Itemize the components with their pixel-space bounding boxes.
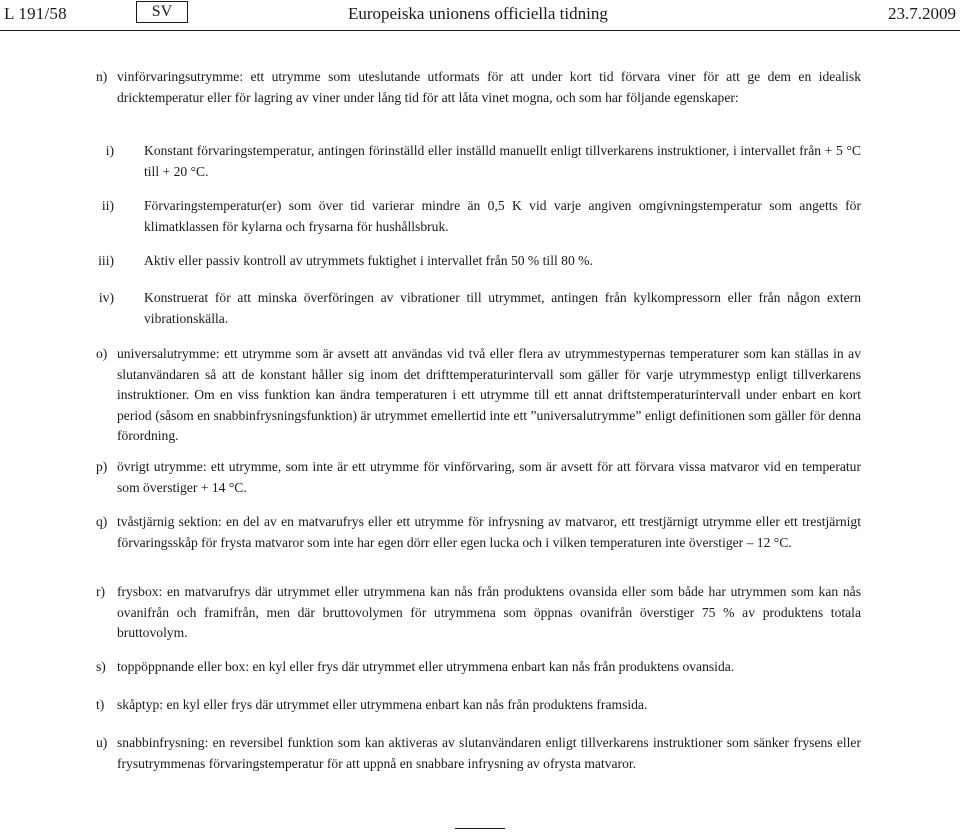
sub-item-label: iv) [98,290,114,305]
item-text: toppöppnande eller box: en kyl eller frys där utrymmet eller utrymmena enbart kan nås från produktens ovansida. [117,659,735,674]
item-label: n) [96,69,108,84]
sub-item-text: Konstant förvaringstemperatur, antingen förinställd eller inställd manuellt enligt tillverkarens instruktioner, i intervallet från + 5 °C till + 20 °C. [144,143,861,179]
language-code-box: SV [136,1,188,23]
sub-item-iv [98,288,861,329]
item-text: snabbinfrysning: en reversibel funktion som kan aktiveras av slutanvändaren enligt tillverkarens instruktioner som sänker frysens eller frysutrymmenas förvaringstemperatur för att uppnå en snabbare infrysning av ofrysta matvaror. [117,735,861,771]
definition-n [96,67,861,108]
item-label: o) [96,346,108,361]
footer-rule [455,828,505,829]
definition-o [96,344,861,447]
item-text: skåptyp: en kyl eller frys där utrymmet eller utrymmena enbart kan nås från produktens framsida. [117,697,648,712]
item-label: s) [96,659,106,674]
item-label: p) [96,459,108,474]
sub-item-label: ii) [101,198,114,213]
sub-item-text: Konstruerat för att minska överföringen av vibrationer till utrymmet, antingen från kylkompressorn eller från någon extern vibrationskälla. [144,290,861,326]
item-label: r) [96,584,106,599]
item-text: universalutrymme: ett utrymme som är avsett att användas vid två eller flera av utrymmestypernas temperaturer som kan ställas in av slutanvändaren så att de konstant håller sig inom det drifttemperaturintervall som gäller för varje utrymmestyp enligt tillverkarens instruktioner. Om en viss funktion kan ändra temperaturen i ett utrymme till ett annat driftstemperaturintervall under enbart en kort period (såsom en snabbinfrysningsfunktion) är utrymmet emellertid inte ett ”universalutrymme” enligt definitionen som gäller för denna förordning. [117,346,861,443]
definition-r [96,582,861,644]
item-label: u) [96,735,108,750]
page-header [0,0,960,34]
item-label: t) [96,697,105,712]
item-label: q) [96,514,108,529]
publication-date: 23.7.2009 [888,4,956,23]
journal-title: Europeiska unionens officiella tidning [348,4,608,23]
sub-item-ii [101,196,861,237]
sub-item-iii [98,251,861,272]
page-reference: L 191/58 [4,4,67,23]
definition-p [96,457,861,498]
sub-item-label: iii) [98,253,114,268]
sub-item-text: Förvaringstemperatur(er) som över tid varierar mindre än 0,5 K vid varje angiven omgivningstemperatur som angetts för klimatklassen för kylarna och frysarna för hushållsbruk. [144,198,861,234]
definition-q [96,512,861,553]
sub-item-label: i) [105,143,114,158]
item-text: frysbox: en matvarufrys där utrymmet eller utrymmena kan nås från produktens ovansida eller som både har utrymmen som kan nås ovanifrån och framifrån, men där bruttovolymen för utrymmena som öppnas ovanifrån överstiger 75 % av produktens totala bruttovolym. [117,584,861,640]
sub-item-text: Aktiv eller passiv kontroll av utrymmets fuktighet i intervallet från 50 % till 80 %. [144,253,593,268]
header-rule [0,30,960,31]
item-text: vinförvaringsutrymme: ett utrymme som uteslutande utformats för att under kort tid förvara viner för att ge dem en idealisk dricktemperatur eller för lagring av viner under lång tid för att låta vinet mogna, och som har följande egenskaper: [117,69,861,105]
item-text: övrigt utrymme: ett utrymme, som inte är ett utrymme för vinförvaring, som är avsett för att förvara vissa matvaror vid en temperatur som överstiger + 14 °C. [117,459,861,495]
definition-s [96,657,861,678]
definition-u [96,733,861,774]
sub-item-i [105,141,861,182]
definition-t [96,695,861,716]
item-text: tvåstjärnig sektion: en del av en matvarufrys eller ett utrymme för infrysning av matvaror, ett trestjärnigt utrymme eller ett trestjärnigt förvaringsskåp för frysta matvaror som inte har egen dörr eller egen lucka och i vilken temperaturen inte överstiger – 12 °C. [117,514,861,550]
